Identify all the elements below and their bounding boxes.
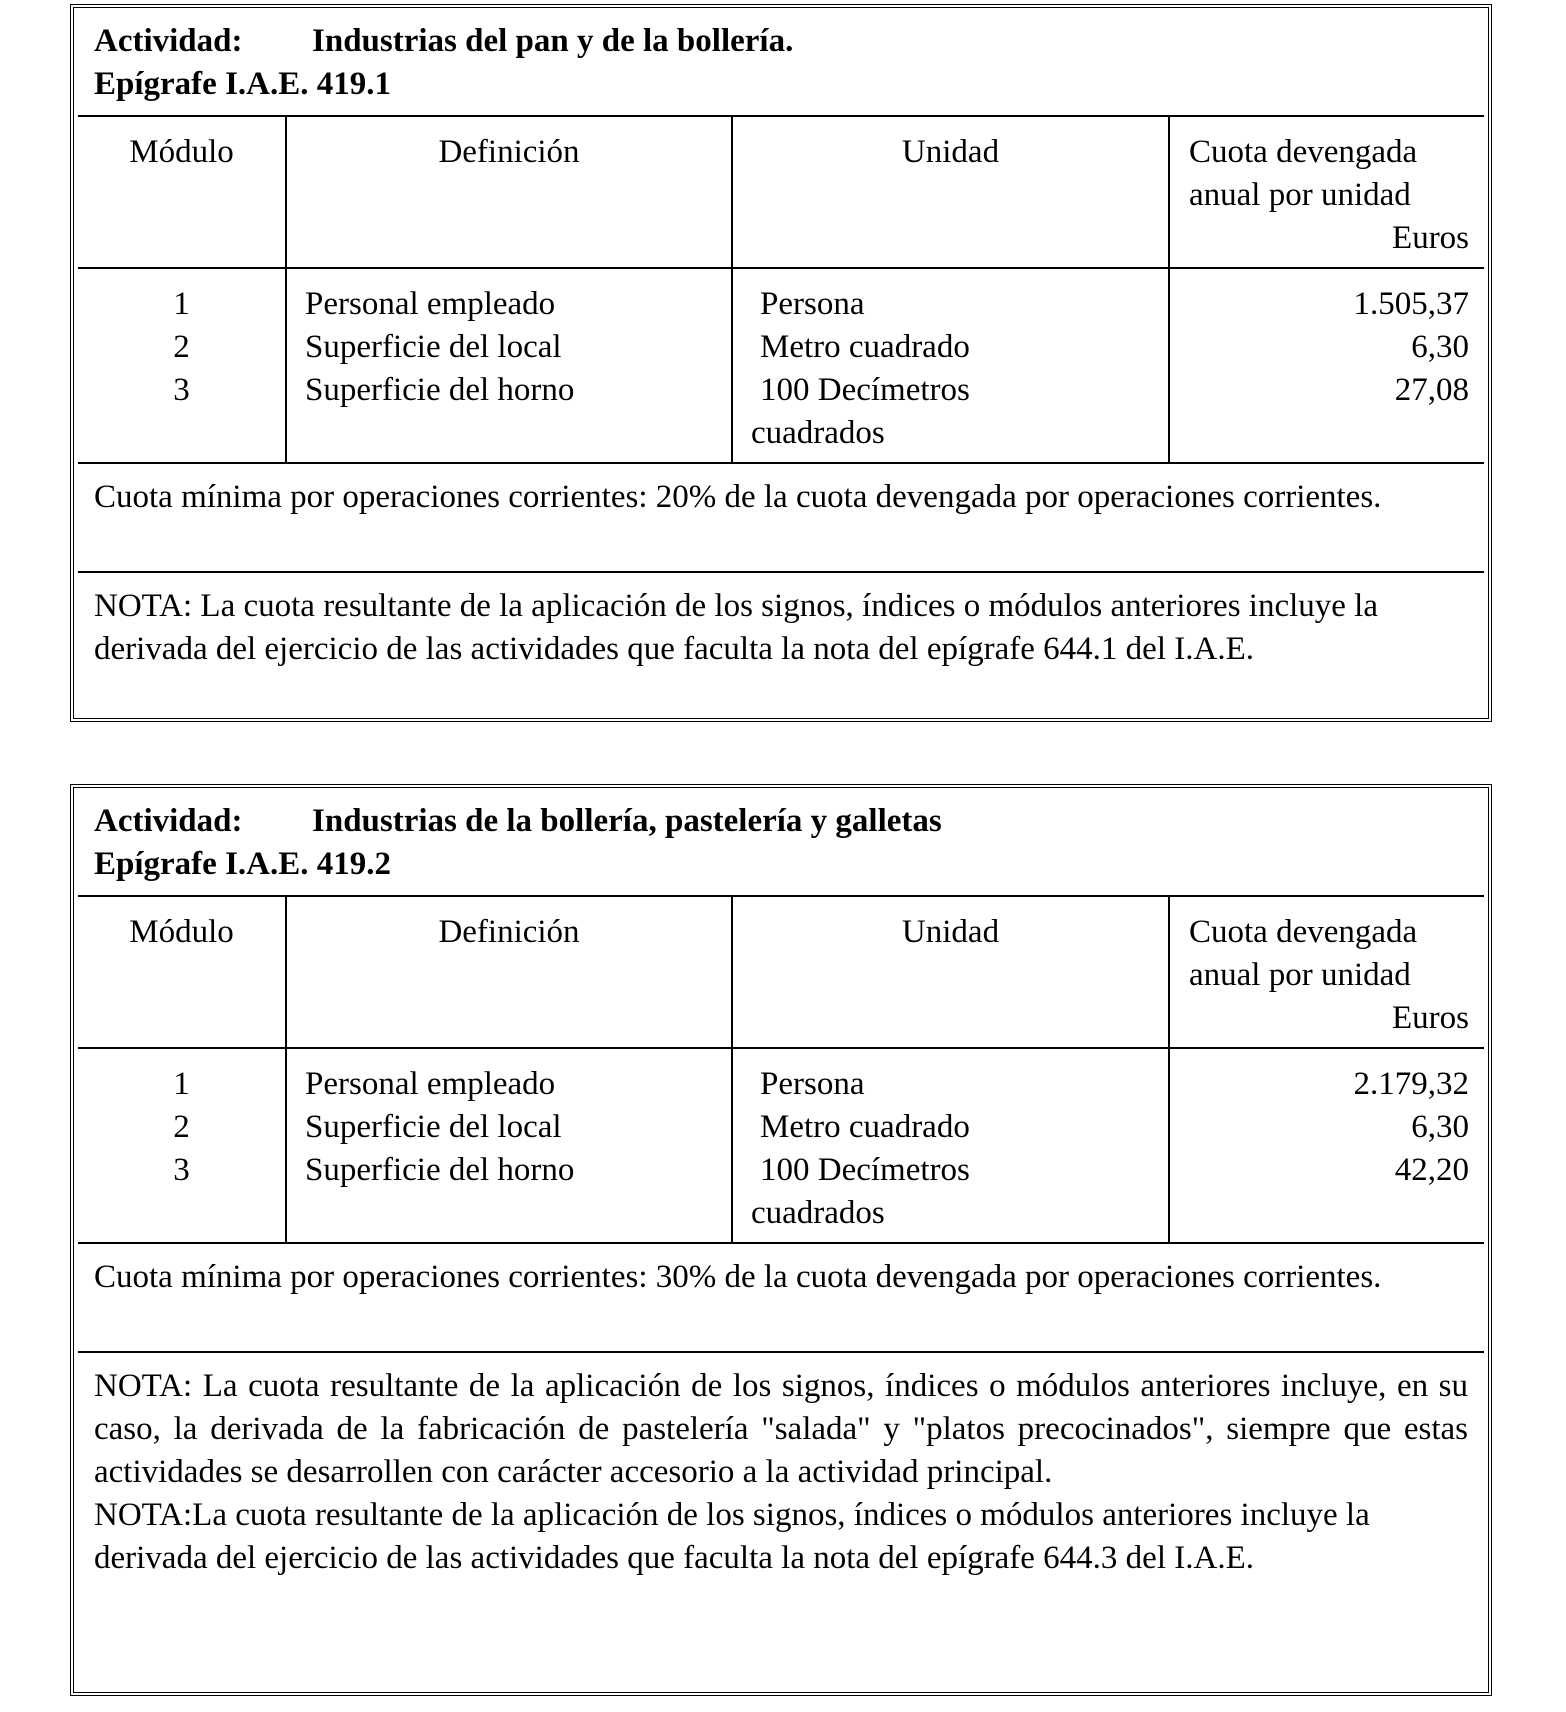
unidad-column [732, 268, 1169, 463]
modulo-column [78, 268, 286, 463]
table-row-unidad: Persona [760, 286, 865, 322]
table-row-modulo: 2 [173, 329, 190, 365]
table-row-unidad-cont: cuadrados [751, 415, 885, 451]
cuota-minima: Cuota mínima por operaciones corrientes: 30% de la cuota devengada por operaciones corrientes. [78, 1243, 1484, 1352]
table-row-unidad-cont: cuadrados [751, 1195, 885, 1231]
notas [78, 1352, 1484, 1690]
table-row-modulo: 2 [173, 1109, 190, 1145]
table-row-definicion: Personal empleado [305, 286, 556, 322]
iae-table-419-2 [70, 784, 1492, 1696]
actividad-label: Actividad: [94, 23, 243, 59]
table-row-definicion: Superficie del horno [305, 1152, 575, 1188]
activity-header [78, 792, 1484, 896]
nota: NOTA:La cuota resultante de la aplicación de los signos, índices o módulos anteriores incluye la derivada del ejercicio de las actividades que faculta la nota del epígrafe 644.3 del I.A.E. [94, 1497, 1370, 1576]
column-header-cuota [1169, 116, 1484, 268]
cuota-header-line1: Cuota devengada [1189, 914, 1418, 950]
table-row-cuota: 6,30 [1411, 329, 1470, 365]
table-row-cuota: 42,20 [1394, 1152, 1469, 1188]
table-row-unidad: Metro cuadrado [760, 329, 970, 365]
cuota-column [1169, 1048, 1484, 1243]
table-row-cuota: 27,08 [1394, 372, 1470, 408]
epigrafe: Epígrafe I.A.E. 419.2 [94, 846, 391, 882]
iae-table-419-1 [70, 4, 1492, 722]
definicion-column [286, 1048, 732, 1243]
cuota-header-euros: Euros [1392, 1000, 1469, 1036]
cuota-minima: Cuota mínima por operaciones corrientes: 20% de la cuota devengada por operaciones corrientes. [78, 463, 1484, 572]
table-row-modulo: 3 [173, 1152, 190, 1188]
table-row-definicion: Superficie del local [305, 329, 562, 365]
unidad-column [732, 1048, 1169, 1243]
table-row-modulo: 3 [173, 372, 190, 408]
column-header-cuota [1169, 896, 1484, 1048]
actividad-name: Industrias de la bollería, pastelería y galletas [312, 803, 942, 839]
table-row-unidad: 100 Decímetros [760, 372, 970, 408]
column-header-unidad: Unidad [732, 116, 1169, 268]
table-row-modulo: 1 [173, 1066, 190, 1102]
cuota-header-line2: anual por unidad [1189, 957, 1411, 993]
modulos-table [78, 792, 1484, 1690]
table-row-modulo: 1 [173, 286, 190, 322]
column-header-definicion: Definición [286, 116, 732, 268]
table-row-unidad: Metro cuadrado [760, 1109, 970, 1145]
table-row-unidad: Persona [760, 1066, 865, 1102]
modulos-table [78, 12, 1484, 726]
column-header-modulo: Módulo [78, 896, 286, 1048]
table-row-cuota: 2.179,32 [1353, 1066, 1469, 1102]
column-header-modulo: Módulo [78, 116, 286, 268]
table-row-definicion: Superficie del horno [305, 372, 575, 408]
actividad-name: Industrias del pan y de la bollería. [312, 23, 794, 59]
column-header-unidad: Unidad [732, 896, 1169, 1048]
cuota-header-line2: anual por unidad [1189, 177, 1411, 213]
definicion-column [286, 268, 732, 463]
table-row-unidad: 100 Decímetros [760, 1152, 970, 1188]
table-row-definicion: Superficie del local [305, 1109, 562, 1145]
column-header-definicion: Definición [286, 896, 732, 1048]
cuota-header-euros: Euros [1392, 220, 1470, 256]
table-row-cuota: 6,30 [1411, 1109, 1469, 1145]
table-row-definicion: Personal empleado [305, 1066, 556, 1102]
table-row-cuota: 1.505,37 [1353, 286, 1470, 322]
actividad-label: Actividad: [94, 803, 243, 839]
modulo-column [78, 1048, 286, 1243]
epigrafe: Epígrafe I.A.E. 419.1 [94, 66, 391, 102]
nota: NOTA: La cuota resultante de la aplicación de los signos, índices o módulos anteriores incluye, en su caso, la derivada de la fabricación de pastelería "salada" y "platos precocinados", siempre que estas actividades se desarrollen con carácter accesorio a la actividad principal. [94, 1368, 1468, 1490]
cuota-column [1169, 268, 1484, 463]
activity-header [78, 12, 1484, 116]
cuota-header-line1: Cuota devengada [1189, 134, 1418, 170]
nota: NOTA: La cuota resultante de la aplicación de los signos, índices o módulos anteriores incluye la derivada del ejercicio de las actividades que faculta la nota del epígrafe 644.1 del I.A.E. [78, 572, 1484, 726]
